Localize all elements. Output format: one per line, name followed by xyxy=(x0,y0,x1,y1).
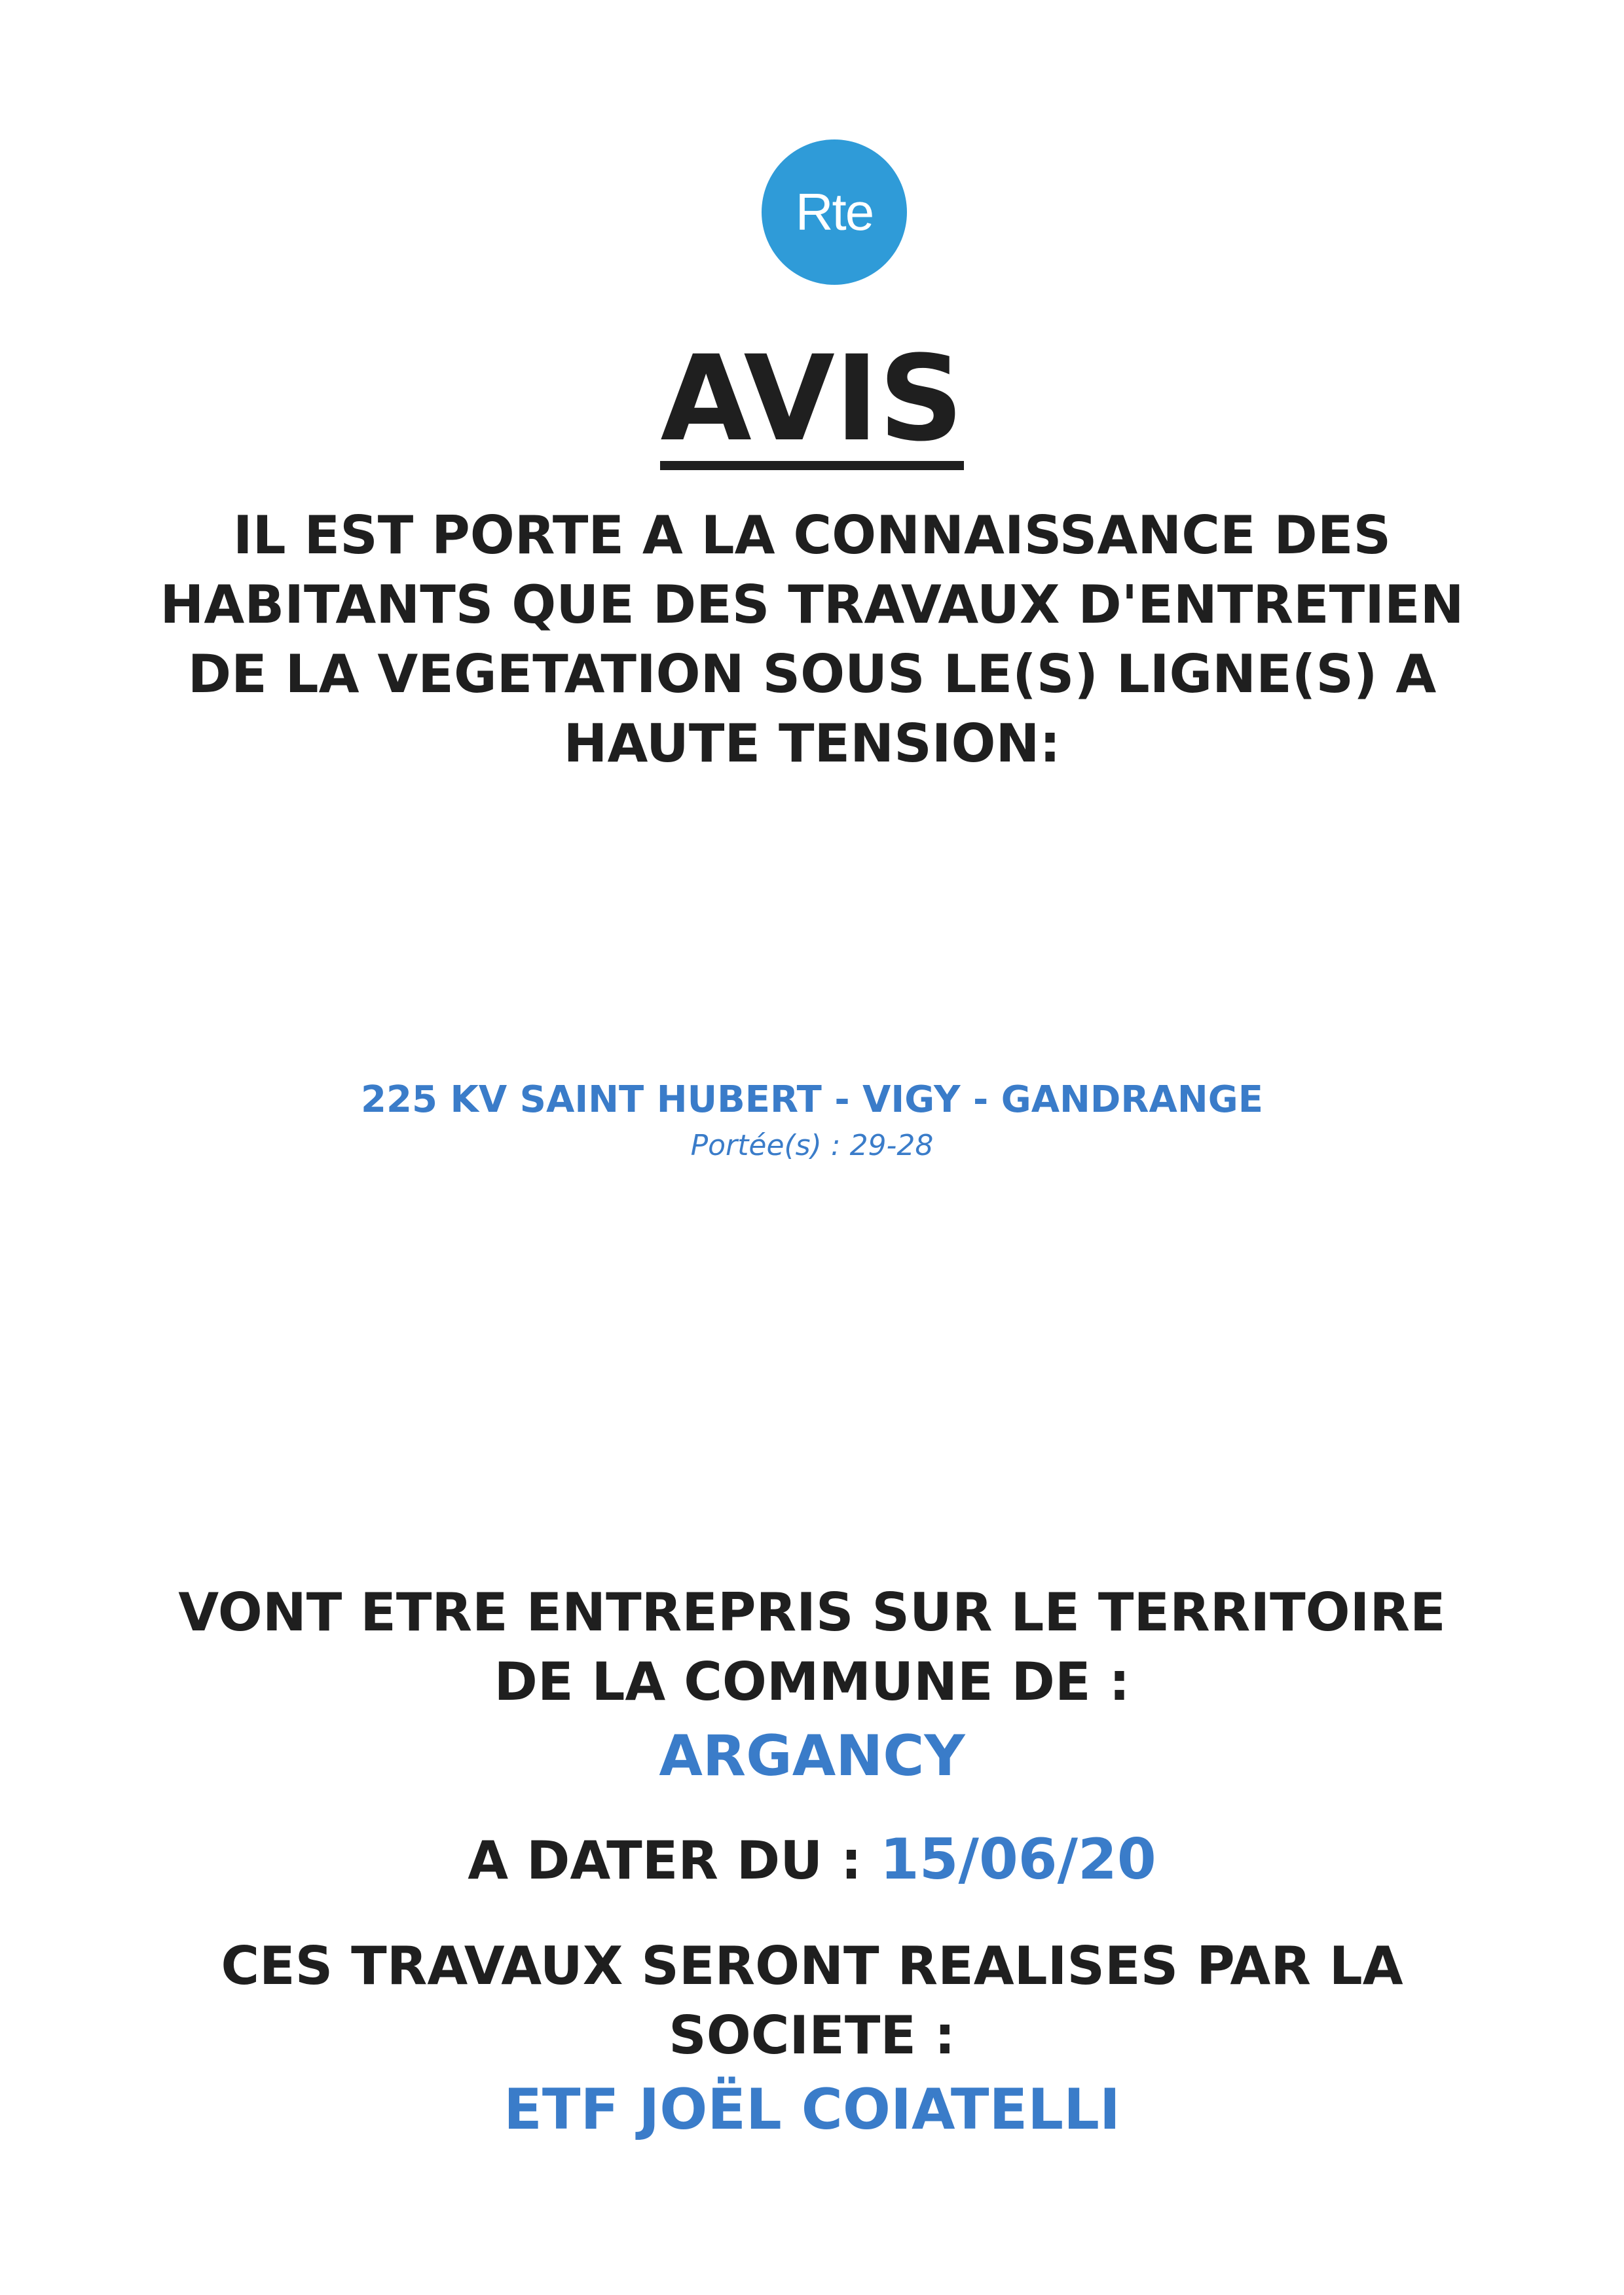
intro-line: DE LA VEGETATION SOUS LE(S) LIGNE(S) A xyxy=(187,644,1437,705)
start-date-value: 15/06/20 xyxy=(879,1827,1156,1892)
company-line: CES TRAVAUX SERONT REALISES PAR LA xyxy=(221,1936,1403,1996)
rte-logo xyxy=(762,139,907,285)
work-line: VONT ETRE ENTREPRIS SUR LE TERRITOIRE xyxy=(178,1582,1446,1643)
start-date-label: A DATER DU : xyxy=(468,1830,862,1891)
power-line-spans: Portée(s) : 29-28 xyxy=(690,1129,934,1162)
work-line: DE LA COMMUNE DE : xyxy=(494,1651,1130,1712)
notice-intro xyxy=(0,501,1624,779)
intro-line: IL EST PORTE A LA CONNAISSANCE DES xyxy=(232,505,1392,566)
start-date-row xyxy=(0,1827,1624,1894)
notice-title-text: AVIS xyxy=(660,340,963,470)
intro-line: HABITANTS QUE DES TRAVAUX D'ENTRETIEN xyxy=(160,574,1464,635)
company-line: SOCIETE : xyxy=(669,2005,955,2066)
intro-line: HAUTE TENSION: xyxy=(563,713,1061,774)
notice-title xyxy=(0,331,1624,470)
power-line-name: 225 KV SAINT HUBERT - VIGY - GANDRANGE xyxy=(361,1078,1263,1121)
work-statement xyxy=(0,1578,1624,1717)
company-statement xyxy=(0,1932,1624,2070)
commune-name: ARGANCY xyxy=(659,1723,965,1789)
company-name: ETF JOËL COIATELLI xyxy=(504,2077,1120,2142)
rte-logo-text: Rte xyxy=(795,183,874,241)
